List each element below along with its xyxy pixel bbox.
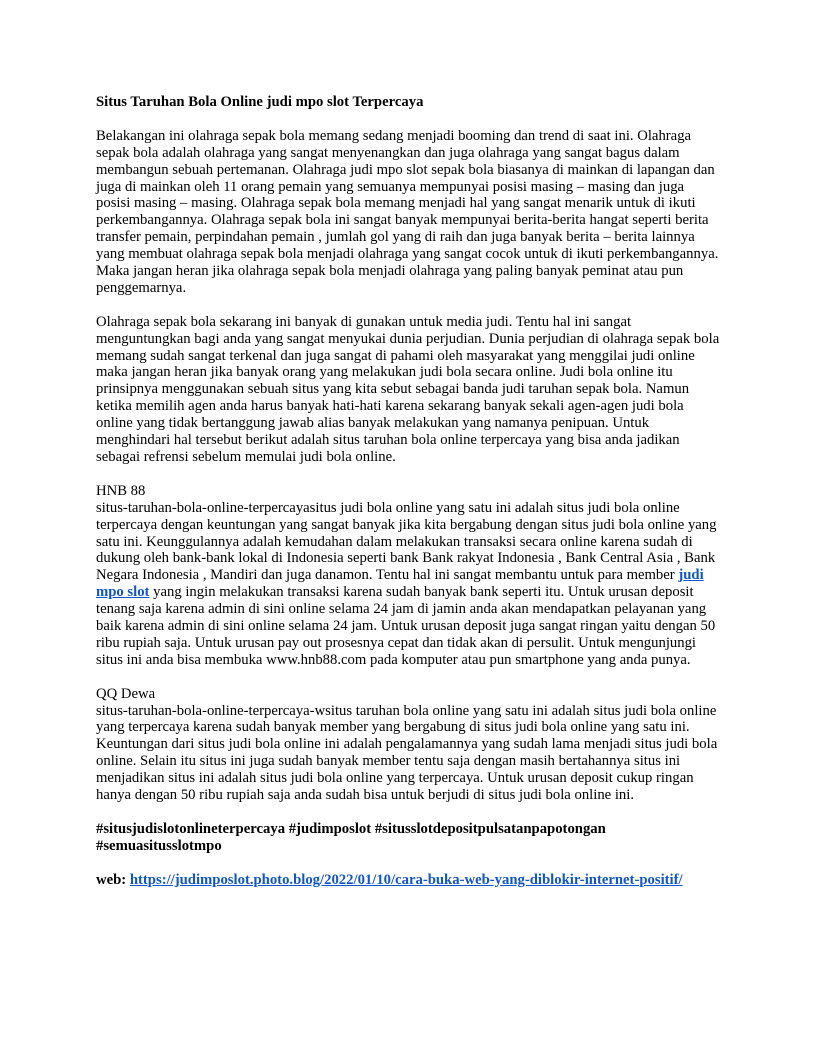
section-hnb88 <box>96 483 720 669</box>
paragraph-media-judi: Olahraga sepak bola sekarang ini banyak di gunakan untuk media judi. Tentu hal ini sangat menguntungkan bagi anda yang sangat menyukai dunia perjudian. Dunia perjudian di olahraga sepak bola memang sudah sangat terkenal dan juga sangat di pahami oleh masyarakat yang menggilai judi online maka jangan heran jika banyak orang yang melakukan judi bola secara online. Judi bola online itu prinsipnya menggunakan sebuah situs yang kita sebut sebagai banda judi taruhan sepak bola. Namun ketika memilih agen anda harus banyak hati-hati karena sekarang banyak sekali agen-agen judi bola online yang tidak bertanggung jawab alias banyak melakukan yang namanya penipuan. Untuk menghindari hal tersebut berikut adalah situs taruhan bola online terpercaya yang bisa anda jadikan sebagai refrensi sebelum memulai judi bola online. <box>96 313 720 465</box>
document-title: Situs Taruhan Bola Online judi mpo slot Terpercaya <box>96 94 424 110</box>
hnb88-text-before-link: situs-taruhan-bola-online-terpercayasitus judi bola online yang satu ini adalah situs judi bola online terpercaya dengan keuntungan yang sangat banyak jika kita bergabung dengan situs judi bola online yang satu ini. Keunggulannya adalah kemudahan dalam melakukan transaksi secara online karena sudah di dukung oleh bank-bank lokal di Indonesia seperti bank Bank rakyat Indonesia , Bank Central Asia , Bank Negara Indonesia , Mandiri dan juga danamon. Tentu hal ini sangat membantu untuk para member <box>96 499 717 584</box>
section-qq-dewa <box>96 686 720 804</box>
web-url-link[interactable]: https://judimposlot.photo.blog/2022/01/10/cara-buka-web-yang-diblokir-internet-positif/ <box>129 871 683 888</box>
web-label: web: <box>96 871 130 888</box>
web-line <box>96 872 720 889</box>
site-name-qq-dewa: QQ Dewa <box>96 685 156 702</box>
hashtags: #situsjudislotonlineterpercaya #judimposlot #situsslotdepositpulsatanpapotongan #semuasitusslotmpo <box>96 820 606 854</box>
qq-dewa-text: situs-taruhan-bola-online-terpercaya-wsitus taruhan bola online yang satu ini adalah situs judi bola online yang terpercaya karena sudah banyak member yang bergabung di situs judi bola online yang satu ini. Keuntungan dari situs judi bola online ini adalah pengalamannya yang sudah lama menjadi situs judi bola online. Selain itu situs ini juga sudah banyak member tentu saja dengan masih bertahannya situs ini menjadikan situs ini adalah situs judi bola online yang terpercaya. Untuk urusan deposit cukup ringan hanya dengan 50 ribu rupiah saja anda sudah bisa untuk berjudi di situs judi bola online ini. <box>96 702 718 804</box>
hnb88-text-after-link: yang ingin melakukan transaksi karena sudah banyak bank seperti itu. Untuk urusan deposit tenang saja karena admin di sini online selama 24 jam di jamin anda akan mendapatkan pelayanan yang baik karena admin di sini online selama 24 jam. Untuk urusan deposit juga sangat ringan yaitu dengan 50 ribu rupiah saja. Untuk urusan pay out prosesnya cepat dan tidak akan di persulit. Untuk mengunjungi situs ini anda bisa membuka www.hnb88.com pada komputer atau pun smartphone yang anda punya. <box>96 584 716 668</box>
judi-mpo-slot-link[interactable]: judi mpo slot <box>96 567 704 601</box>
paragraph-intro: Belakangan ini olahraga sepak bola memang sedang menjadi booming dan trend di saat ini. Olahraga sepak bola adalah olahraga yang sangat menyenangkan dan juga olahraga yang sangat bagus dalam membangun sebuah pertemanan. Olahraga judi mpo slot sepak bola biasanya di mainkan di lapangan dan juga di mainkan oleh 11 orang pemain yang semuanya mempunyai posisi masing – masing dan juga posisi masing – masing. Olahraga sepak bola memang menjadi hal yang sangat menarik untuk di ikuti perkembangannya. Olahraga sepak bola ini sangat banyak mempunyai berita-berita hangat seperti berita transfer pemain, perpindahan pemain , jumlah gol yang di raih dan juga banyak berita – berita lainnya yang membuat olahraga sepak bola menjadi olahraga yang sangat cocok untuk di ikuti perkembangannya. Maka jangan heran jika olahraga sepak bola menjadi olahraga yang paling banyak peminat atau pun penggemarnya. <box>96 127 719 296</box>
site-name-hnb88: HNB 88 <box>96 482 146 499</box>
